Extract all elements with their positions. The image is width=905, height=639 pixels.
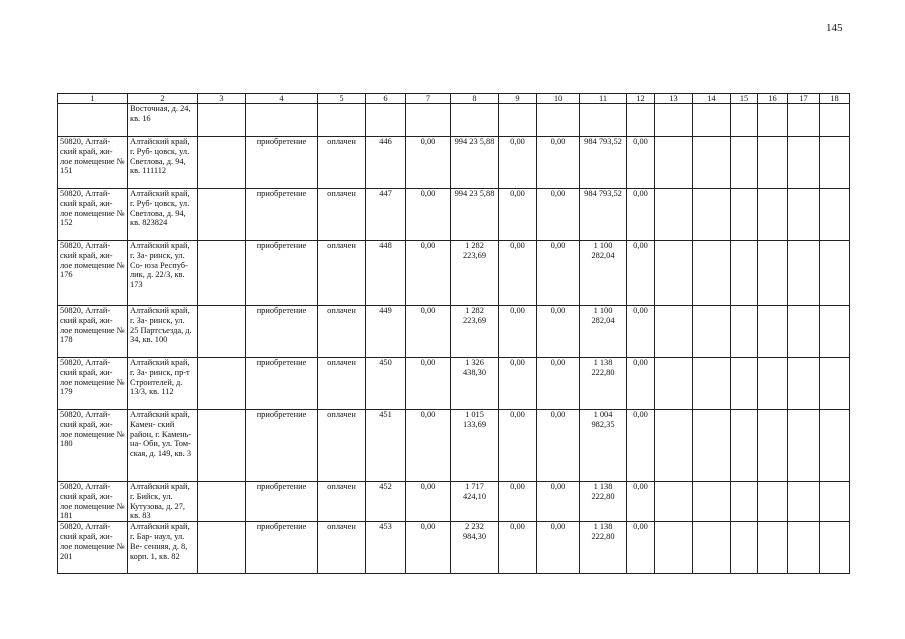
cell-empty [788, 306, 820, 358]
cell-value: 0,00 [537, 137, 580, 189]
cell-address: Алтайский край, г. За- ринск, ул. 25 Партсъезда, д. 34, кв. 100 [128, 306, 198, 358]
cell-status: оплачен [318, 410, 366, 482]
cell-address: Восточная, д. 24, кв. 16 [128, 104, 198, 137]
cell-value: 0,00 [499, 241, 537, 306]
column-number: 7 [406, 94, 451, 104]
cell-value: 0,00 [406, 137, 451, 189]
cell-empty [198, 137, 246, 189]
table-row [58, 306, 850, 358]
cell-value: 0,00 [627, 522, 655, 574]
cell-empty [820, 241, 850, 306]
column-number: 17 [788, 94, 820, 104]
cell-value: 1 100 282,04 [580, 306, 627, 358]
cell-status: оплачен [318, 189, 366, 241]
cell-empty [693, 306, 731, 358]
cell-basis: приобретение [246, 522, 318, 574]
cell-empty [655, 410, 693, 482]
cell-value: 1 138 222,80 [580, 482, 627, 522]
cell-empty [788, 522, 820, 574]
cell-value: 0,00 [537, 358, 580, 410]
cell-value: 0,00 [406, 482, 451, 522]
cell-name [58, 104, 128, 137]
cell-empty [758, 358, 788, 410]
cell-value: 1 717 424,10 [451, 482, 499, 522]
cell-name: 50820, Алтай- ский край, жи- лое помещение № 179 [58, 358, 128, 410]
cell-empty [788, 137, 820, 189]
cell-empty [731, 137, 758, 189]
cell-number: 446 [366, 137, 406, 189]
cell-empty [655, 189, 693, 241]
cell-value: 1 326 438,30 [451, 358, 499, 410]
cell-empty [731, 241, 758, 306]
cell-status: оплачен [318, 522, 366, 574]
cell-empty [758, 189, 788, 241]
cell-status: оплачен [318, 241, 366, 306]
cell-value: 0,00 [627, 358, 655, 410]
cell-value: 0,00 [537, 189, 580, 241]
cell-value: 1 282 223,69 [451, 241, 499, 306]
table-row [58, 410, 850, 482]
cell-value: 984 793,52 [580, 137, 627, 189]
cell-status: оплачен [318, 306, 366, 358]
continuation-row [58, 104, 850, 137]
cell-value: 0,00 [406, 358, 451, 410]
cell-empty [758, 241, 788, 306]
cell-name: 50820, Алтай- ский край, жи- лое помещение № 201 [58, 522, 128, 574]
cell-empty [198, 410, 246, 482]
cell-value: 1 282 223,69 [451, 306, 499, 358]
cell-value: 0,00 [537, 241, 580, 306]
cell-empty [731, 410, 758, 482]
table-row [58, 482, 850, 522]
cell-value: 984 793,52 [580, 189, 627, 241]
cell-value: 0,00 [537, 410, 580, 482]
table-row [58, 358, 850, 410]
cell-number: 450 [366, 358, 406, 410]
cell-empty [655, 306, 693, 358]
column-number: 1 [58, 94, 128, 104]
cell-empty [693, 410, 731, 482]
cell-address: Алтайский край, г. Бийск, ул. Кутузова, д. 27, кв. 83 [128, 482, 198, 522]
table-row [58, 522, 850, 574]
table-row [58, 241, 850, 306]
cell-value: 0,00 [537, 482, 580, 522]
cell-basis: приобретение [246, 137, 318, 189]
cell-empty [758, 482, 788, 522]
cell-empty [731, 522, 758, 574]
cell-name: 50820, Алтай- ский край, жи- лое помещение № 178 [58, 306, 128, 358]
cell-name: 50820, Алтай- ский край, жи- лое помещение № 152 [58, 189, 128, 241]
cell-number: 453 [366, 522, 406, 574]
column-number: 12 [627, 94, 655, 104]
cell-empty [820, 306, 850, 358]
cell-value: 0,00 [627, 410, 655, 482]
cell-empty [820, 189, 850, 241]
cell-value: 0,00 [406, 241, 451, 306]
cell-empty [655, 522, 693, 574]
cell-value: 0,00 [499, 137, 537, 189]
cell-status: оплачен [318, 358, 366, 410]
cell-empty [731, 482, 758, 522]
cell-address: Алтайский край, г. За- ринск, ул. Со- юза Респуб- лик, д. 22/3, кв. 173 [128, 241, 198, 306]
column-number: 15 [731, 94, 758, 104]
cell-value: 0,00 [499, 306, 537, 358]
column-number: 3 [198, 94, 246, 104]
column-number: 4 [246, 94, 318, 104]
cell-address: Алтайский край, г. За- ринск, пр-т Строителей, д. 13/3, кв. 112 [128, 358, 198, 410]
cell-basis: приобретение [246, 482, 318, 522]
cell-address: Алтайский край, г. Руб- цовск, ул. Светлова, д. 94, кв. 823824 [128, 189, 198, 241]
cell-value: 0,00 [627, 482, 655, 522]
cell-empty [198, 482, 246, 522]
cell-value: 0,00 [406, 410, 451, 482]
cell-value: 0,00 [499, 410, 537, 482]
cell-value: 0,00 [537, 306, 580, 358]
column-number: 2 [128, 94, 198, 104]
cell-empty [820, 482, 850, 522]
cell-address: Алтайский край, г. Бар- наул, ул. Ве- сенняя, д. 8, корп. 1, кв. 82 [128, 522, 198, 574]
cell-empty [788, 410, 820, 482]
cell-empty [788, 482, 820, 522]
cell-empty [758, 137, 788, 189]
cell-empty [655, 137, 693, 189]
cell-empty [820, 137, 850, 189]
cell-status: оплачен [318, 482, 366, 522]
cell-name: 50820, Алтай- ский край, жи- лое помещение № 180 [58, 410, 128, 482]
column-number: 5 [318, 94, 366, 104]
cell-empty [758, 522, 788, 574]
cell-value: 0,00 [406, 306, 451, 358]
cell-empty [693, 189, 731, 241]
column-number: 14 [693, 94, 731, 104]
cell-empty [198, 306, 246, 358]
cell-value: 0,00 [627, 306, 655, 358]
cell-name: 50820, Алтай- ский край, жи- лое помещение № 176 [58, 241, 128, 306]
table-row [58, 189, 850, 241]
column-number: 10 [537, 94, 580, 104]
cell-number: 447 [366, 189, 406, 241]
cell-empty [693, 522, 731, 574]
cell-basis: приобретение [246, 410, 318, 482]
cell-basis: приобретение [246, 189, 318, 241]
column-number: 18 [820, 94, 850, 104]
column-number: 13 [655, 94, 693, 104]
cell-empty [731, 306, 758, 358]
cell-empty [655, 358, 693, 410]
cell-empty [788, 189, 820, 241]
cell-empty [198, 189, 246, 241]
column-number-row [58, 94, 850, 104]
cell-empty [820, 358, 850, 410]
table-row [58, 137, 850, 189]
cell-empty [731, 358, 758, 410]
cell-empty [820, 410, 850, 482]
cell-name: 50820, Алтай- ский край, жи- лое помещение № 181 [58, 482, 128, 522]
cell-value: 1 100 282,04 [580, 241, 627, 306]
cell-empty [693, 482, 731, 522]
cell-empty [758, 306, 788, 358]
cell-value: 0,00 [499, 358, 537, 410]
column-number: 11 [580, 94, 627, 104]
cell-number: 452 [366, 482, 406, 522]
cell-value: 0,00 [499, 482, 537, 522]
column-number: 16 [758, 94, 788, 104]
cell-basis: приобретение [246, 358, 318, 410]
column-number: 6 [366, 94, 406, 104]
cell-value: 1 004 982,35 [580, 410, 627, 482]
cell-empty [655, 241, 693, 306]
cell-empty [788, 241, 820, 306]
cell-empty [731, 189, 758, 241]
column-number: 8 [451, 94, 499, 104]
cell-empty [198, 241, 246, 306]
cell-status: оплачен [318, 137, 366, 189]
cell-empty [693, 358, 731, 410]
cell-address: Алтайский край, Камен- ский район, г. Камень-на- Оби, ул. Том- ская, д. 149, кв. 3 [128, 410, 198, 482]
cell-value: 0,00 [499, 522, 537, 574]
cell-empty [198, 522, 246, 574]
cell-value: 0,00 [406, 189, 451, 241]
cell-basis: приобретение [246, 306, 318, 358]
cell-value: 1 138 222,80 [580, 358, 627, 410]
cell-value: 0,00 [406, 522, 451, 574]
cell-value: 2 232 984,30 [451, 522, 499, 574]
cell-value: 0,00 [499, 189, 537, 241]
cell-name: 50820, Алтай- ский край, жи- лое помещение № 151 [58, 137, 128, 189]
cell-empty [198, 358, 246, 410]
cell-value: 0,00 [627, 137, 655, 189]
cell-value: 994 23 5,88 [451, 137, 499, 189]
cell-value: 0,00 [627, 241, 655, 306]
cell-empty [788, 358, 820, 410]
cell-empty [758, 410, 788, 482]
cell-empty [820, 522, 850, 574]
cell-empty [655, 482, 693, 522]
cell-number: 448 [366, 241, 406, 306]
cell-empty [693, 137, 731, 189]
cell-empty [693, 241, 731, 306]
cell-value: 994 23 5,88 [451, 189, 499, 241]
cell-number: 451 [366, 410, 406, 482]
cell-value: 0,00 [537, 522, 580, 574]
page-number: 145 [826, 22, 843, 34]
cell-value: 1 015 133,69 [451, 410, 499, 482]
cell-basis: приобретение [246, 241, 318, 306]
property-register-table [57, 93, 850, 574]
column-number: 9 [499, 94, 537, 104]
cell-number: 449 [366, 306, 406, 358]
cell-value: 1 138 222,80 [580, 522, 627, 574]
cell-value: 0,00 [627, 189, 655, 241]
cell-address: Алтайский край, г. Руб- цовск, ул. Светлова, д. 94, кв. 111112 [128, 137, 198, 189]
